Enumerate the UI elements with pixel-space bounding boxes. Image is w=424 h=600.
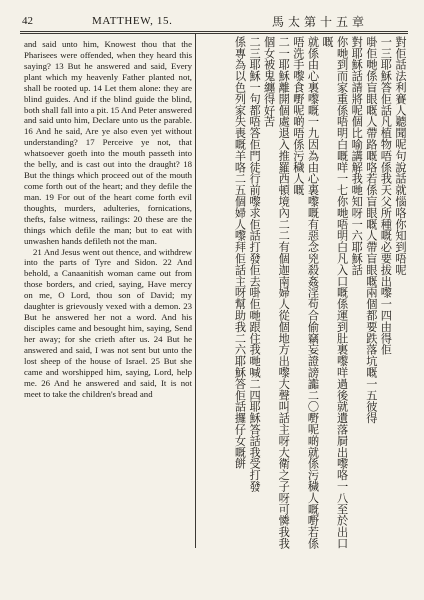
chinese-verse-block: 二一耶穌離開個處退入推羅西頓境內二二有個迦南婦人從個地方出嚟大聲叫話主呀大衛之子呀可憐我我個女被鬼纏得好苦 [262,36,291,549]
chinese-verse-block: 就係由心裏嚟嘅一九因為由心裏嚟嘅有惡念兇殺姦淫苟合偷竊妄證謗讟二〇嘢呢啲就係污穢人嘅嘢若係唔洗手嚟食嘢呢啲唔係污穢人嘅 [291,36,320,549]
header-rule-double [20,33,408,34]
chinese-verse-block: 對耶穌話請將呢個比喻講解我哋知呀一六耶穌話 [350,36,364,276]
english-paragraph-1: and said unto him, Knowest thou that the Pharisees were offended, when they heard this saying? 13 But he answered and said, Every plant which my heavenly Father planted not, shall be rooted up. 14 Let them alone: they are blind guides. And if the blind guide the blind, both shall fall into a pit. 15 And Peter answered and said unto him, Declare unto us the parable. 16 And he said, Are ye also even yet without understanding? 17 Perceive ye not, that whatsoever goeth into the mouth passeth into the belly, and is cast out into the draught? 18 But the things which proceed out of the mouth come forth out of the heart; and they defile the man. 19 For out of the heart come forth evil thoughts, murders, adulteries, fornications, thefts, false witness, railings: 20 these are the things which defile the man; but to eat with unwashen hands defileth not the man. [24,39,192,246]
chinese-text-column [199,36,407,551]
page-title: MATTHEW, 15. [92,15,173,27]
chinese-verse-block: 係專為以色列家失喪嘅羊咯二五個婦人嚟拜佢話主呀幫助我二六耶穌答佢話攞仔女嘅餅 [233,36,247,470]
chinese-verse-block: 對佢話法利賽人聽聞呢句說話就惱咯你知到唔呢 [394,36,407,276]
chinese-page-title: 馬太第十五章 [272,15,369,29]
page-number: 42 [22,15,33,27]
header-rule [20,31,408,32]
chinese-verse-block: 你哋到而家重係唔明白嘅咩一七你哋唔明白凡入口嘅係運到肚裏嚟咩過後就遺落屙出嚟咯一八至於出口嘅 [321,36,349,549]
column-divider [195,33,196,548]
chinese-verse-block: 啩佢哋係盲眼嘅人帶路嘅咯若係盲眼嘅人帶盲眼嘅兩個都要跌落坑嘅一五彼得 [364,36,378,424]
chinese-verse-block: 一三耶穌答佢話凡植物唔係我天父所種嘅必要拔出嚟一四由得佢 [379,36,393,356]
chinese-verse-block: 二三耶穌一句都唔答佢門徒行前嚟求佢話打發佢去啩佢哋跟住我哋喊二四耶穌答話我受打發 [248,36,262,492]
english-paragraph-2: 21 And Jesus went out thence, and withdrew into the parts of Tyre and Sidon. 22 And behold, a Canaanitish woman came out from those borders, and cried, saying, Have mercy on me, O Lord, thou son of David; my daughter is grievously vexed with a demon. 23 But he answered her not a word. And his disciples came and besought him, saying, Send her away; for she crieth after us. 24 But he answered and said, I was not sent but unto the lost sheep of the house of Israel. 25 But she came and worshipped him, saying, Lord, help me. 26 And he answered and said, It is not meet to take the children's bread and [24,246,192,399]
english-paragraph [24,39,192,399]
english-text-column [24,39,192,399]
